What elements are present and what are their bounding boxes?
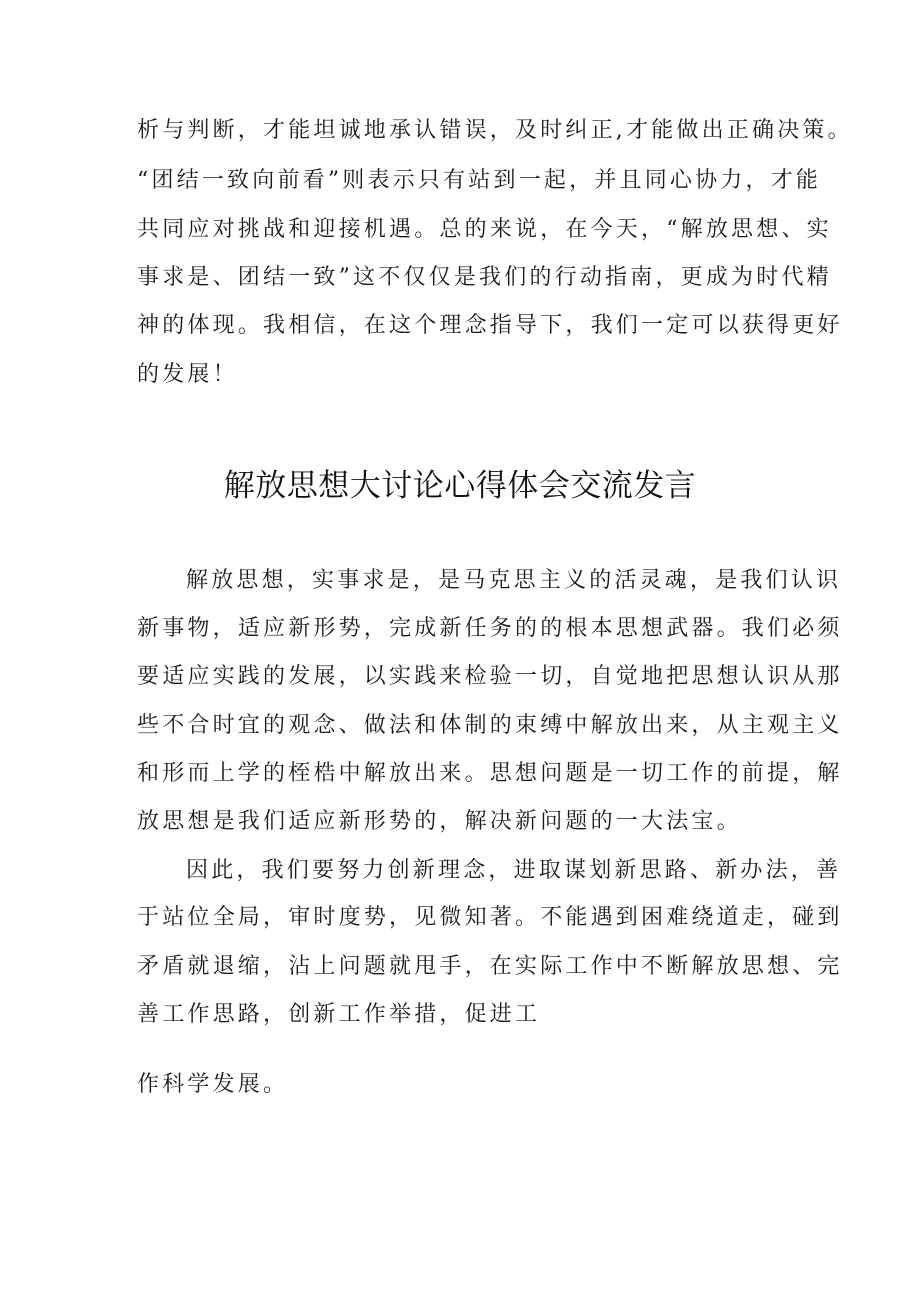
- intro-line-5: 神的体现。我相信，在这个理念指导下，我们一定可以获得更好: [137, 313, 843, 338]
- paragraph2-line-1: 因此，我们要努力创新理念，进取谋划新思路、新办法，善: [186, 858, 842, 883]
- intro-line-3: 共同应对挑战和迎接机遇。总的来说，在今天，“解放思想、实: [137, 217, 832, 242]
- paragraph1-line-1: 解放思想，实事求是，是马克思主义的活灵魂，是我们认识: [186, 568, 842, 593]
- paragraph1-line-5: 和形而上学的桎梏中解放出来。思想问题是一切工作的前提，解: [137, 761, 843, 786]
- intro-line-4: 事求是、团结一致”这不仅仅是我们的行动指南，更成为时代精: [137, 265, 832, 290]
- paragraph2-line-4: 善工作思路，创新工作举措，促进工: [137, 1002, 541, 1027]
- intro-line-2: “团结一致向前看”则表示只有站到一起，并且同心协力，才能: [137, 168, 822, 193]
- paragraph1-line-3: 要适应实践的发展，以实践来检验一切，自觉地把思想认识从那: [137, 664, 843, 689]
- intro-line-1: 析与判断，才能坦诚地承认错误，及时纠正,才能做出正确决策。: [137, 118, 853, 143]
- paragraph1-line-4: 些不合时宜的观念、做法和体制的束缚中解放出来，从主观主义: [137, 713, 843, 738]
- paragraph2-line-2: 于站位全局，审时度势，见微知著。不能遇到困难绕道走，碰到: [137, 905, 843, 930]
- article-title: 解放思想大讨论心得体会交流发言: [223, 468, 697, 504]
- paragraph2-line-3: 矛盾就退缩，沾上问题就甩手，在实际工作中不断解放思想、完: [137, 954, 843, 979]
- paragraph1-line-2: 新事物，适应新形势，完成新任务的的根本思想武器。我们必须: [137, 616, 843, 641]
- paragraph1-line-6: 放思想是我们适应新形势的，解决新问题的一大法宝。: [137, 809, 742, 834]
- paragraph2-line-5: 作科学发展。: [137, 1072, 289, 1097]
- intro-line-6: 的发展！: [137, 362, 238, 387]
